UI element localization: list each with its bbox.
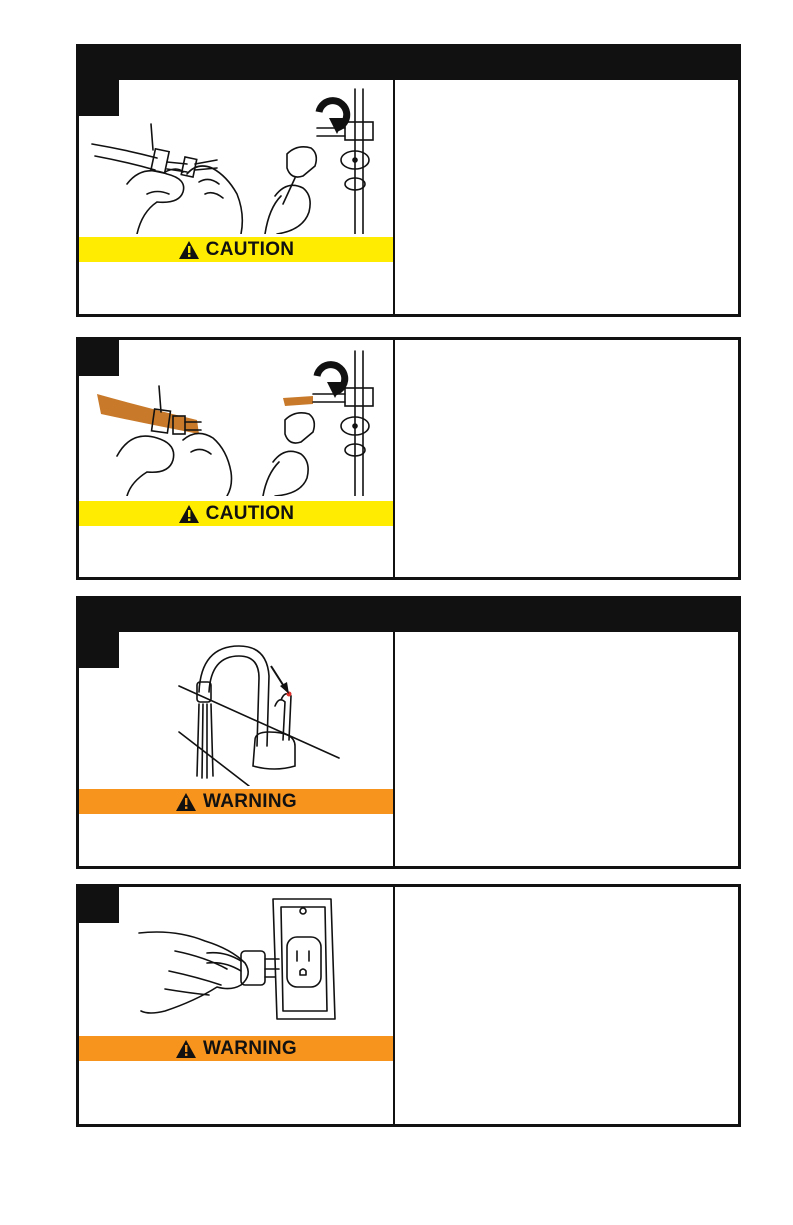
step-panel-1 (76, 80, 741, 317)
dispenser-faucet-illustration (139, 636, 359, 786)
step-panel-3 (76, 632, 741, 869)
caution-banner-label: CAUTION (205, 502, 295, 524)
warning-triangle-icon (178, 504, 200, 524)
warning-banner (79, 1036, 393, 1061)
warning-triangle-icon (178, 240, 200, 260)
step-number-tab (79, 632, 119, 668)
caution-banner (79, 501, 393, 526)
caution-banner (79, 237, 393, 262)
section-2-header-bar (76, 596, 741, 636)
plug-into-outlet-illustration (135, 891, 355, 1031)
section-1-header-bar (76, 44, 741, 84)
step-number-tab (79, 887, 119, 923)
warning-banner-label: WARNING (203, 790, 297, 812)
warning-triangle-icon (175, 1039, 197, 1059)
panel-divider (393, 80, 395, 314)
panel-divider (393, 887, 395, 1124)
panel-divider (393, 340, 395, 577)
step-panel-2 (76, 337, 741, 580)
compression-nut-tighten-illustration (87, 84, 387, 234)
warning-triangle-icon (175, 792, 197, 812)
warning-banner (79, 789, 393, 814)
caution-banner-label: CAUTION (205, 238, 295, 260)
step-panel-4 (76, 884, 741, 1127)
teflon-tape-fitting-illustration (87, 346, 387, 496)
panel-divider (393, 632, 395, 866)
warning-banner-label: WARNING (203, 1037, 297, 1059)
